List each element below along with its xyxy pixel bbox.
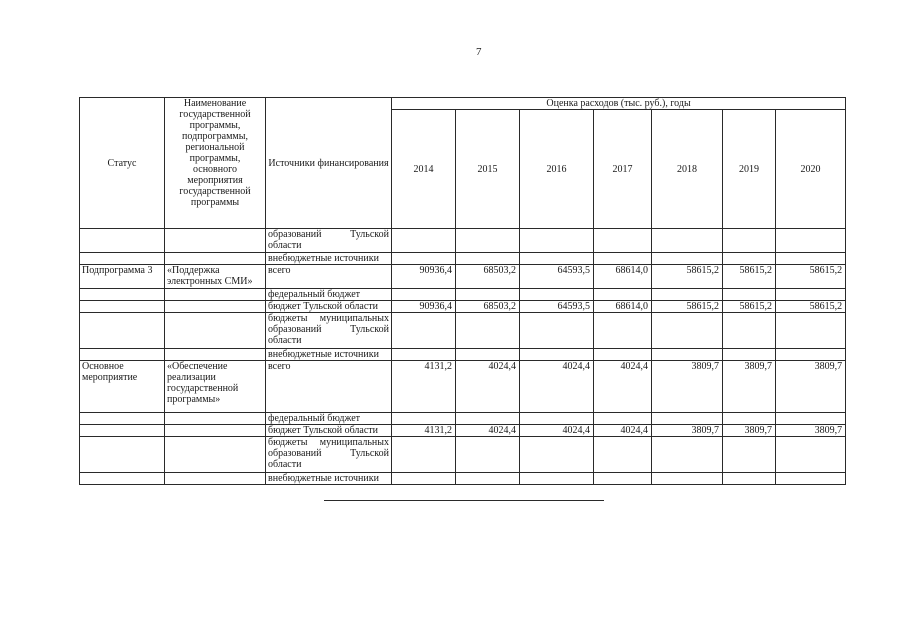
source-cell: федеральный бюджет — [266, 289, 392, 301]
budget-table — [79, 97, 846, 485]
source-cell: всего — [266, 265, 392, 289]
value-cell: 68614,0 — [594, 265, 652, 289]
table-row — [80, 349, 846, 361]
table-row — [80, 253, 846, 265]
value-cell: 58615,2 — [776, 265, 846, 289]
value-cell: 4024,4 — [594, 361, 652, 413]
source-cell: внебюджетные источники — [266, 473, 392, 485]
value-cell: 58615,2 — [723, 265, 776, 289]
value-cell: 58615,2 — [776, 301, 846, 313]
value-cell: 3809,7 — [723, 361, 776, 413]
value-cell: 4024,4 — [456, 425, 520, 437]
year-cell: 2019 — [723, 110, 776, 229]
table-row — [80, 301, 846, 313]
value-cell: 68503,2 — [456, 301, 520, 313]
value-cell: 58615,2 — [652, 301, 723, 313]
name-cell: «Поддержка электронных СМИ» — [165, 265, 266, 289]
source-cell: федеральный бюджет — [266, 413, 392, 425]
source-cell: образований Тульской области — [266, 229, 392, 253]
status-cell: Основное мероприятие — [80, 361, 165, 413]
year-cell: 2020 — [776, 110, 846, 229]
name-cell: «Обеспечение реализации государственной программы» — [165, 361, 266, 413]
source-cell: бюджет Тульской области — [266, 425, 392, 437]
value-cell: 90936,4 — [392, 301, 456, 313]
bottom-separator-line — [324, 500, 604, 501]
value-cell: 58615,2 — [652, 265, 723, 289]
header-expenses: Оценка расходов (тыс. руб.), годы — [392, 98, 846, 110]
value-cell: 4024,4 — [520, 425, 594, 437]
source-cell: внебюджетные источники — [266, 253, 392, 265]
year-cell: 2015 — [456, 110, 520, 229]
year-cell: 2017 — [594, 110, 652, 229]
value-cell: 4024,4 — [456, 361, 520, 413]
value-cell: 3809,7 — [776, 361, 846, 413]
value-cell: 68503,2 — [456, 265, 520, 289]
source-cell: всего — [266, 361, 392, 413]
source-cell: внебюджетные источники — [266, 349, 392, 361]
table-row — [80, 473, 846, 485]
value-cell: 4024,4 — [520, 361, 594, 413]
header-sources: Источники финансирования — [266, 98, 392, 229]
value-cell: 3809,7 — [652, 425, 723, 437]
value-cell: 64593,5 — [520, 301, 594, 313]
table-row — [80, 413, 846, 425]
value-cell: 3809,7 — [776, 425, 846, 437]
table-row — [80, 289, 846, 301]
value-cell: 3809,7 — [652, 361, 723, 413]
table-row — [80, 425, 846, 437]
header-status: Статус — [80, 98, 165, 229]
value-cell: 58615,2 — [723, 301, 776, 313]
table-row — [80, 437, 846, 473]
value-cell: 4131,2 — [392, 425, 456, 437]
header-row — [80, 98, 846, 110]
page-number: 7 — [476, 46, 482, 58]
header-name: Наименование государственной программы, подпрограммы, региональной программы, основного мероприятия государственной программы — [165, 98, 266, 229]
status-cell: Подпрограмма 3 — [80, 265, 165, 289]
value-cell: 4131,2 — [392, 361, 456, 413]
value-cell: 64593,5 — [520, 265, 594, 289]
year-cell: 2014 — [392, 110, 456, 229]
value-cell: 68614,0 — [594, 301, 652, 313]
value-cell: 90936,4 — [392, 265, 456, 289]
year-cell: 2016 — [520, 110, 594, 229]
value-cell: 4024,4 — [594, 425, 652, 437]
source-cell: бюджет Тульской области — [266, 301, 392, 313]
table-row — [80, 229, 846, 253]
source-cell: бюджеты муниципальных образований Тульской области — [266, 313, 392, 349]
value-cell: 3809,7 — [723, 425, 776, 437]
source-cell: бюджеты муниципальных образований Тульской области — [266, 437, 392, 473]
table-row — [80, 313, 846, 349]
year-cell: 2018 — [652, 110, 723, 229]
table-row — [80, 361, 846, 413]
table-row — [80, 265, 846, 289]
